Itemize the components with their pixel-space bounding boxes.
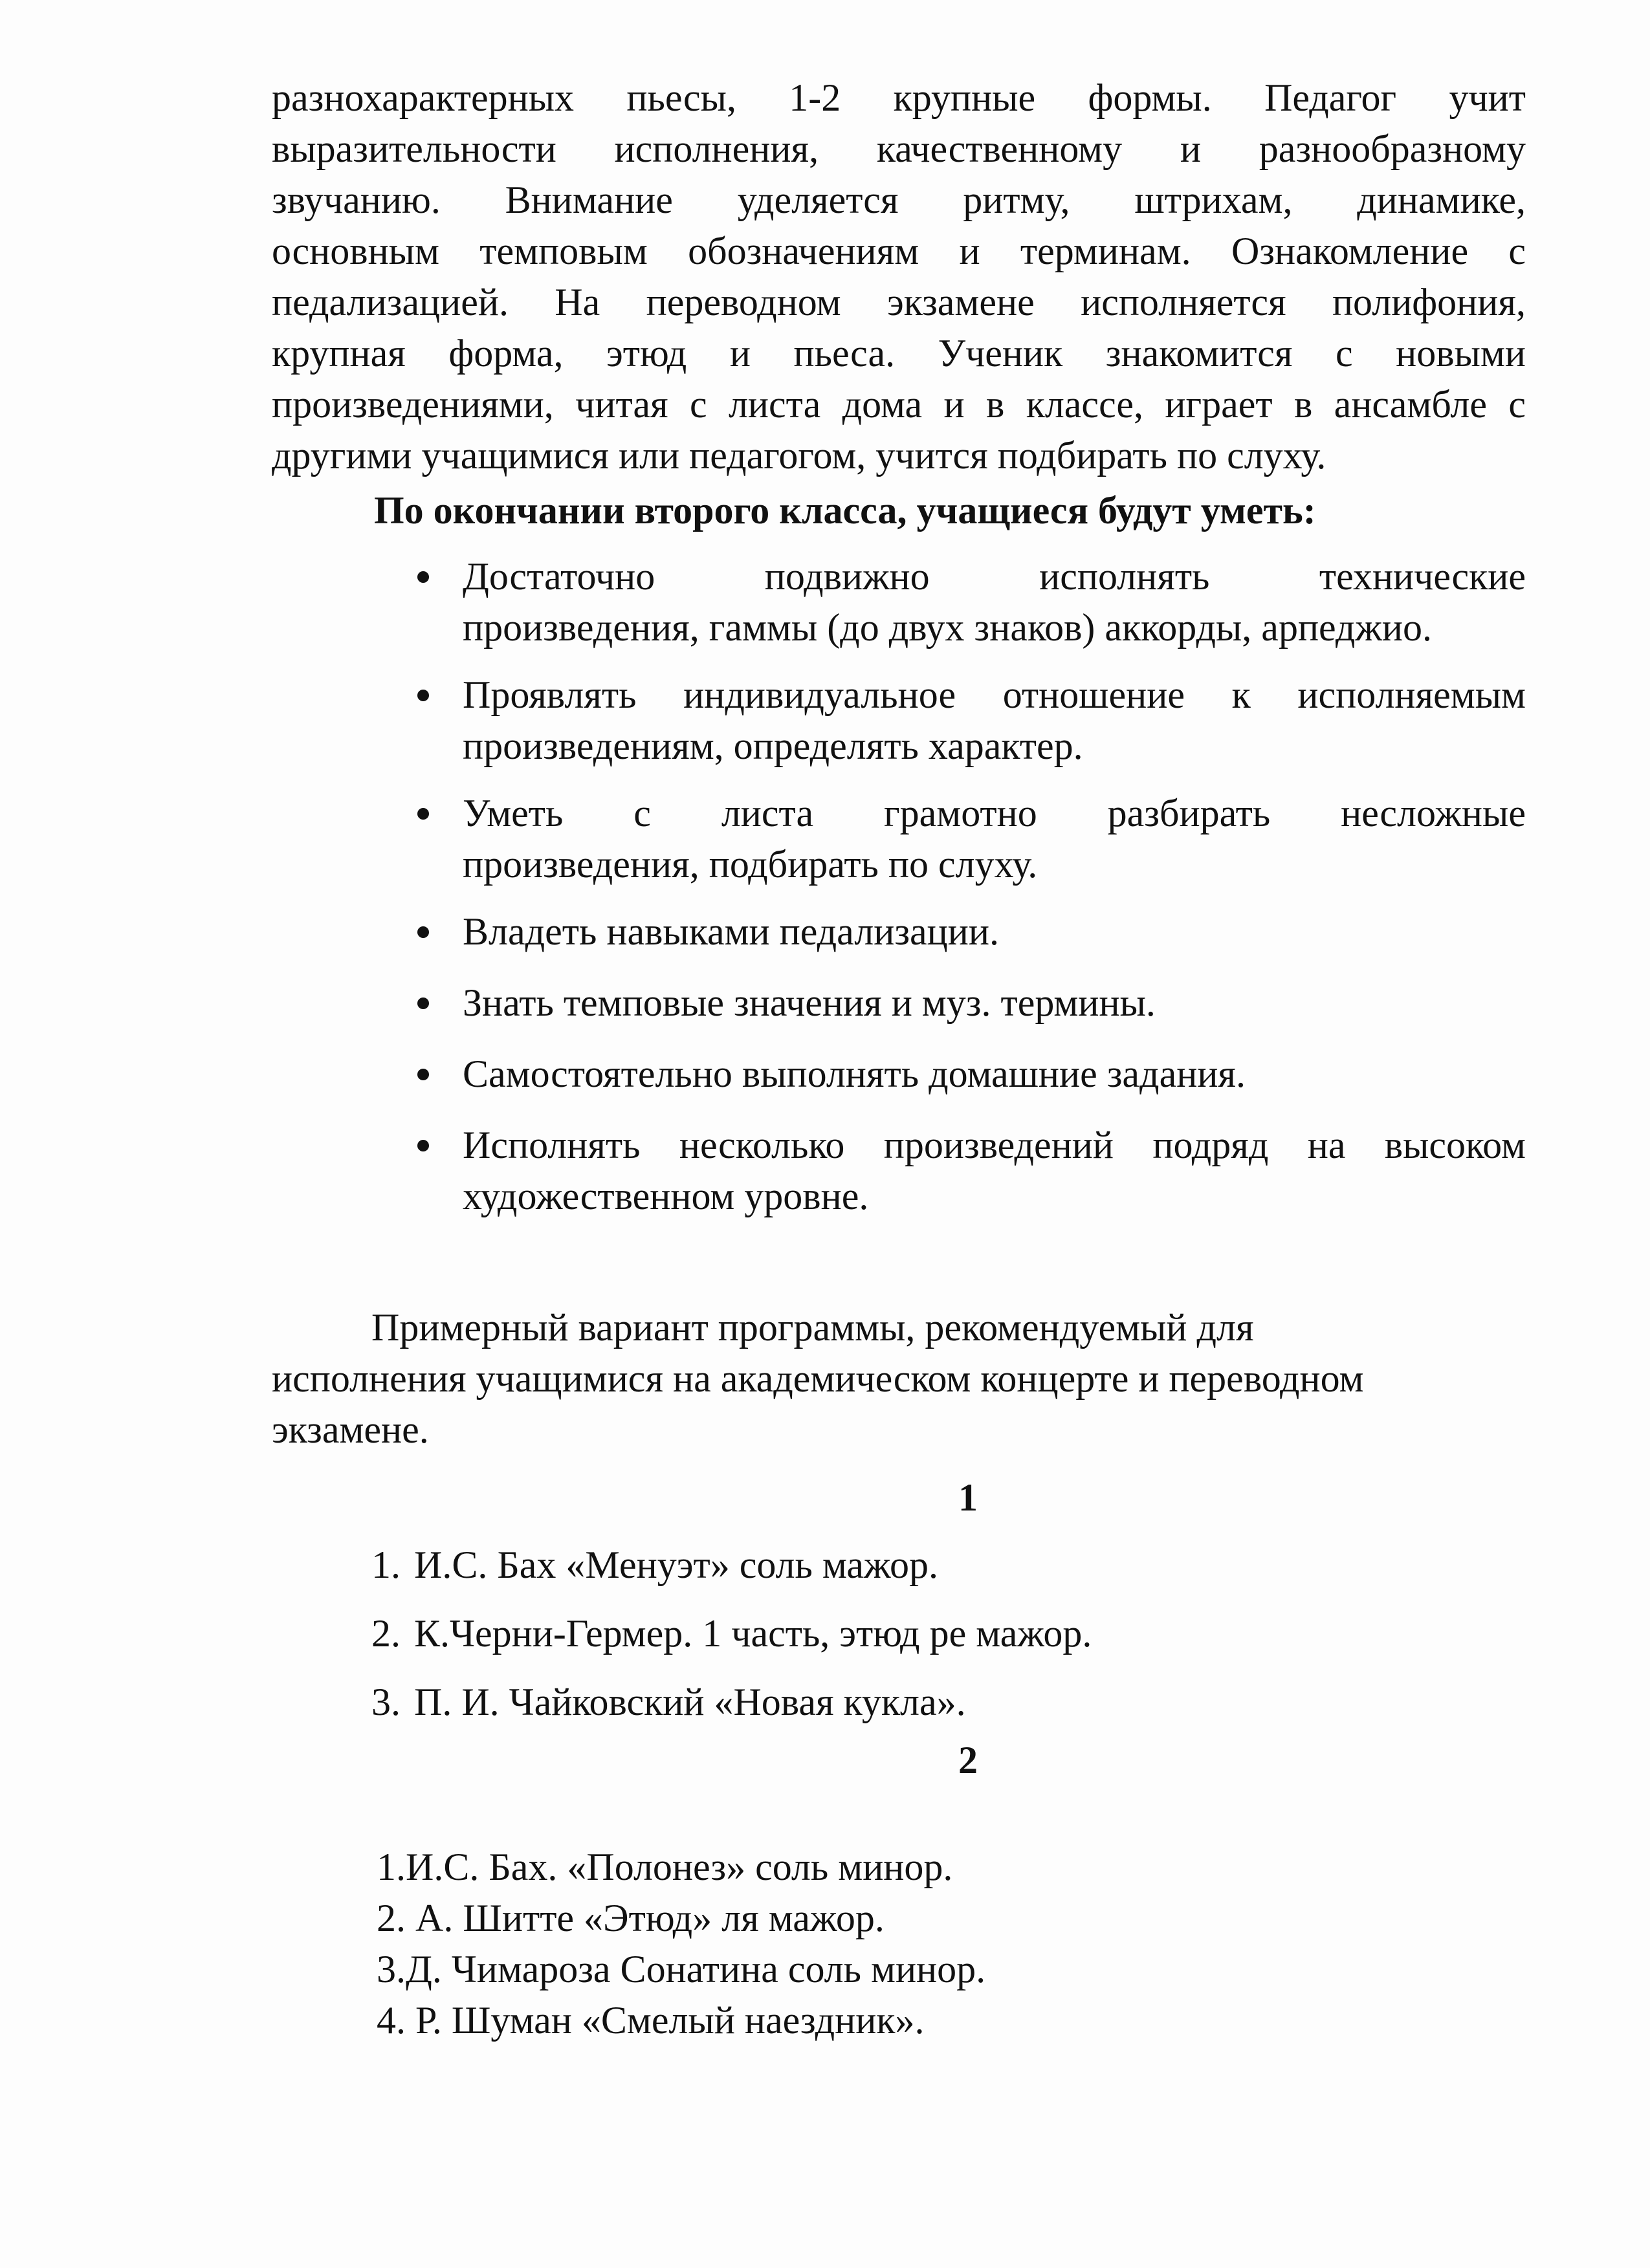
list-item-text: Знать темповые значения и муз. термины. xyxy=(463,981,1156,1024)
bullet-icon xyxy=(417,808,429,820)
list-item-text: произведения, гаммы (до двух знаков) аккорды, арпеджио. xyxy=(463,606,1432,649)
paragraph-line: выразительности исполнения, качественному и разнообразному xyxy=(272,127,1526,170)
paragraph-line: исполнения учащимися на академическом концерте и переводном xyxy=(272,1357,1364,1400)
list-item-text: К.Черни-Гермер. 1 часть, этюд ре мажор. xyxy=(414,1612,1092,1655)
skills-heading: По окончании второго класса, учащиеся будут уметь: xyxy=(374,489,1316,532)
paragraph-line: другими учащимися или педагогом, учится подбирать по слуху. xyxy=(272,434,1326,477)
list-item: 3.Д. Чимароза Сонатина соль минор. xyxy=(377,1948,986,1990)
bullet-icon xyxy=(417,571,429,583)
list-item: 4. Р. Шуман «Смелый наездник». xyxy=(377,1999,925,2042)
bullet-icon xyxy=(417,1069,429,1080)
paragraph-line: основным темповым обозначениям и терминам. Ознакомление с xyxy=(272,230,1526,272)
bullet-icon xyxy=(417,926,429,938)
list-item-number: 3. xyxy=(371,1681,401,1723)
list-item-number: 2. xyxy=(371,1612,401,1655)
list-item-text: художественном уровне. xyxy=(463,1175,869,1217)
list-item: 2. А. Шитте «Этюд» ля мажор. xyxy=(377,1897,885,1939)
paragraph-line: педализацией. На переводном экзамене исполняется полифония, xyxy=(272,281,1526,323)
bullet-icon xyxy=(417,998,429,1009)
bullet-icon xyxy=(417,690,429,701)
paragraph-line: произведениями, читая с листа дома и в классе, играет в ансамбле с xyxy=(272,383,1526,426)
list-item-text: Исполнять несколько произведений подряд на высоком xyxy=(463,1124,1526,1166)
list-item-text: Владеть навыками педализации. xyxy=(463,910,1000,953)
paragraph-line: Примерный вариант программы, рекомендуемый для xyxy=(371,1306,1254,1349)
paragraph-line: разнохарактерных пьесы, 1-2 крупные формы. Педагог учит xyxy=(272,76,1526,119)
list-item-text: П. И. Чайковский «Новая кукла». xyxy=(414,1681,966,1723)
list-item-text: Достаточно подвижно исполнять технические xyxy=(463,555,1526,598)
list-item: 1.И.С. Бах. «Полонез» соль минор. xyxy=(377,1846,953,1888)
paragraph-line: экзамене. xyxy=(272,1408,429,1451)
paragraph-line: крупная форма, этюд и пьеса. Ученик знакомится с новыми xyxy=(272,332,1526,375)
paragraph-line: звучанию. Внимание уделяется ритму, штрихам, динамике, xyxy=(272,179,1526,221)
list-item-text: Проявлять индивидуальное отношение к исполняемым xyxy=(463,673,1526,716)
variant-number: 2 xyxy=(958,1739,978,1782)
list-item-text: произведения, подбирать по слуху. xyxy=(463,843,1038,886)
list-item-text: произведениям, определять характер. xyxy=(463,725,1083,767)
bullet-icon xyxy=(417,1140,429,1151)
variant-number: 1 xyxy=(958,1476,978,1519)
list-item-number: 1. xyxy=(371,1543,401,1586)
list-item-text: И.С. Бах «Менуэт» соль мажор. xyxy=(414,1543,938,1586)
list-item-text: Уметь с листа грамотно разбирать несложные xyxy=(463,792,1526,834)
list-item-text: Самостоятельно выполнять домашние задания. xyxy=(463,1052,1246,1095)
